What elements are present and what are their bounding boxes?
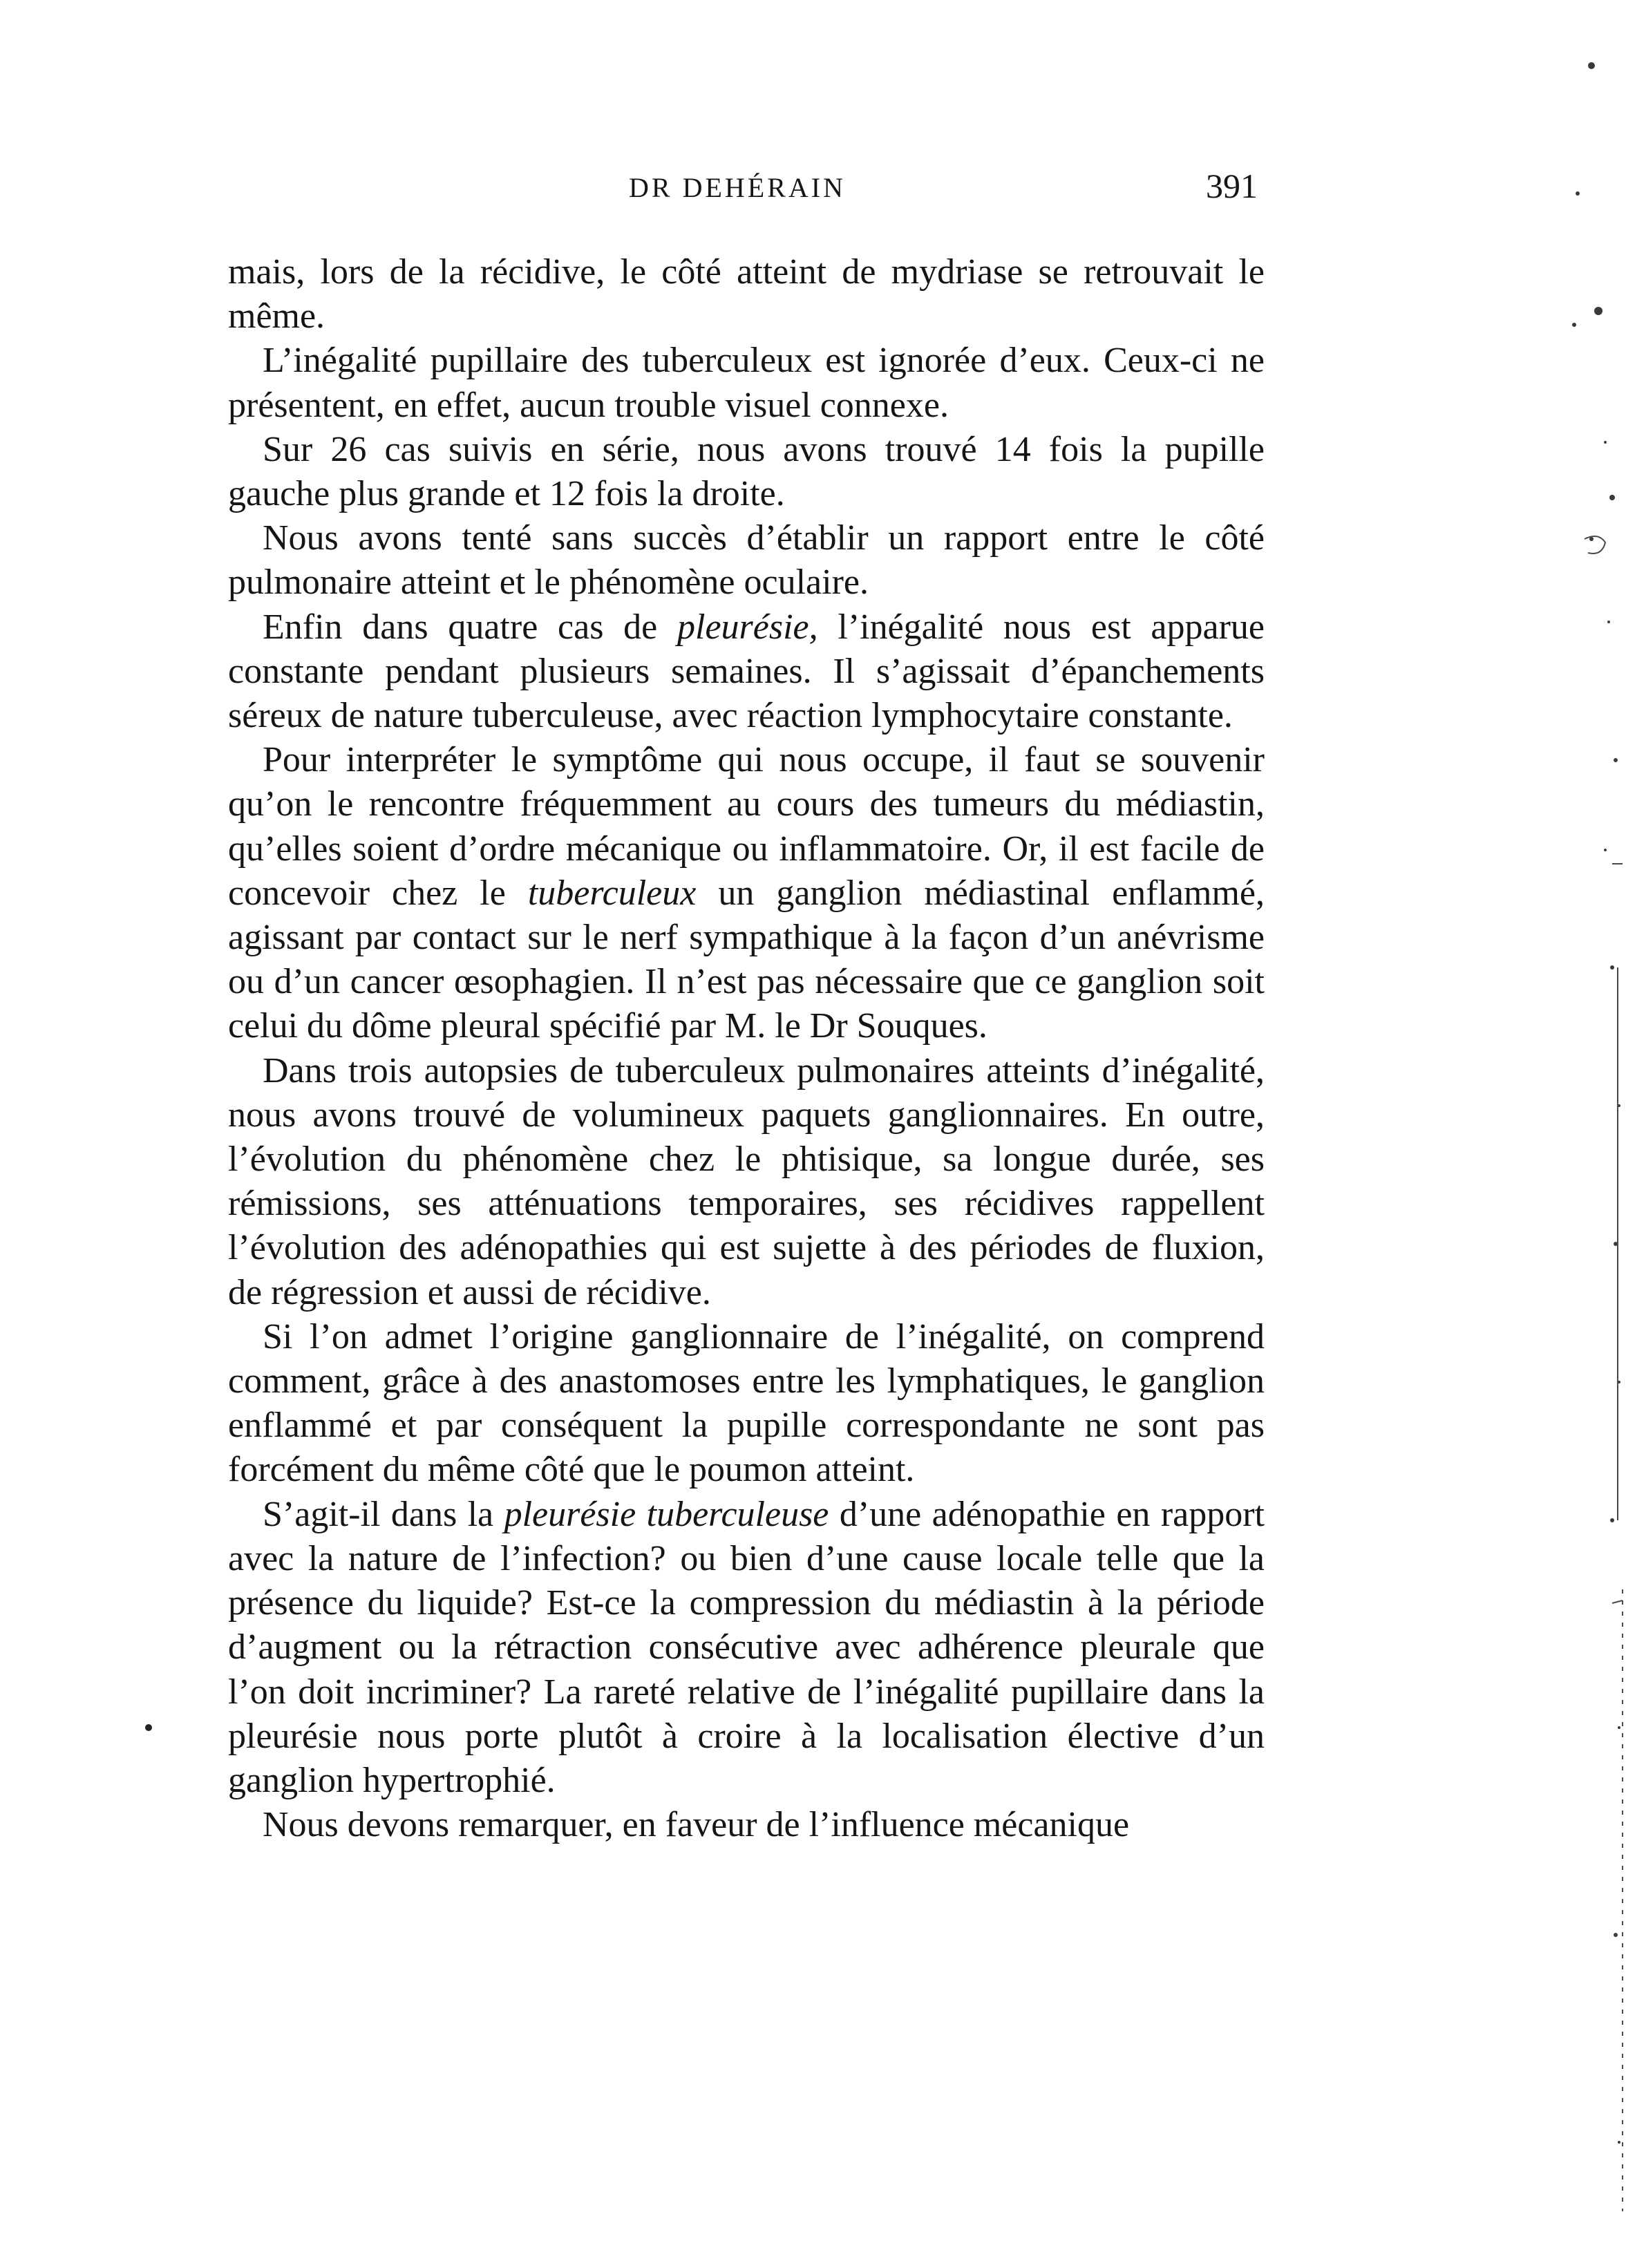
- text-segment: Si l’on admet l’origine ganglionnaire de l’inégalité, on comprend comment, grâce à des anastomoses entre les lymphatiques, le ganglion enflammé et par conséquent la pupille correspondante ne sont pas forcément du même côté que le poumon atteint.: [228, 1316, 1265, 1490]
- text-segment: Enfin dans quatre cas de: [263, 607, 678, 647]
- paragraph: [228, 1049, 1265, 1315]
- paragraph: [228, 339, 1265, 427]
- paragraph: [228, 428, 1265, 516]
- text-segment: Dans trois autopsies de tuberculeux pulmonaires atteints d’inégalité, nous avons trouvé de volumineux paquets ganglionnaires. En outre, l’évolution du phénomène chez le phtisique, sa longue durée, ses rémissions, ses atténuations temporaires, ses récidives rappellent l’évolution des adénopathies qui est sujette à des périodes de fluxion, de régression et aussi de récidive.: [228, 1050, 1265, 1312]
- paragraph: [228, 250, 1265, 339]
- paragraph: [228, 1803, 1265, 1847]
- running-title: DR DEHÉRAIN: [629, 172, 846, 203]
- text-segment: mais, lors de la récidive, le côté atteint de mydriase se retrouvait le même.: [228, 252, 1265, 337]
- paragraph: [228, 516, 1265, 605]
- text-segment: Nous avons tenté sans succès d’établir un rapport entre le côté pulmonaire atteint et le phénomène oculaire.: [228, 518, 1265, 603]
- text-segment: l’inégalité nous est apparue constante pendant plusieurs semaines. Il s’agissait d’épanchements séreux de nature tuberculeuse, avec réaction lymphocytaire constante.: [228, 607, 1265, 736]
- paragraph: [228, 1493, 1265, 1803]
- running-head: [228, 166, 1265, 214]
- paragraph: [228, 738, 1265, 1048]
- text-segment: L’inégalité pupillaire des tuberculeux est ignorée d’eux. Ceux-ci ne présentent, en effet, aucun trouble visuel connexe.: [228, 341, 1265, 425]
- page-number: 391: [1206, 167, 1258, 205]
- paragraph: [228, 605, 1265, 739]
- text-segment: Pour interpréter le symptôme qui nous occupe, il faut se souvenir qu’on le rencontre fréquemment au cours des tumeurs du médiastin, qu’elles soient d’ordre mécanique ou inflammatoire. Or, il est facile de concevoir chez le: [228, 740, 1265, 913]
- text-segment: Nous devons remarquer, en faveur de l’influence mécanique: [263, 1805, 1130, 1845]
- text-segment: S’agit-il dans la: [263, 1494, 504, 1534]
- text-segment: un ganglion médiastinal enflammé, agissant par contact sur le nerf sympathique à la façon d’un anévrisme ou d’un cancer œsophagien. Il n’est pas nécessaire que ce ganglion soit celui du dôme pleural spécifié par M. le Dr Souques.: [228, 873, 1265, 1046]
- scan-stray-mark: [142, 1721, 155, 1735]
- italic-text-segment: tuberculeux: [527, 873, 697, 913]
- text-segment: d’une adénopathie en rapport avec la nature de l’infection? ou bien d’une cause locale telle que la présence du liquide? Est-ce la compression du médiastin à la période d’augment ou la rétraction consécutive avec adhérence pleurale que l’on doit incriminer? La rareté relative de l’inégalité pupillaire dans la pleurésie nous porte plutôt à croire à la localisation élective d’un ganglion hypertrophié.: [228, 1494, 1265, 1800]
- text-segment: Sur 26 cas suivis en série, nous avons trouvé 14 fois la pupille gauche plus grande et 12 fois la droite.: [228, 429, 1265, 514]
- paragraph: [228, 1315, 1265, 1493]
- italic-text-segment: pleurésie tuberculeuse: [504, 1494, 829, 1534]
- scan-margin-speckles: [1509, 0, 1626, 2268]
- body-text: [228, 250, 1265, 1847]
- italic-text-segment: pleurésie,: [677, 607, 818, 647]
